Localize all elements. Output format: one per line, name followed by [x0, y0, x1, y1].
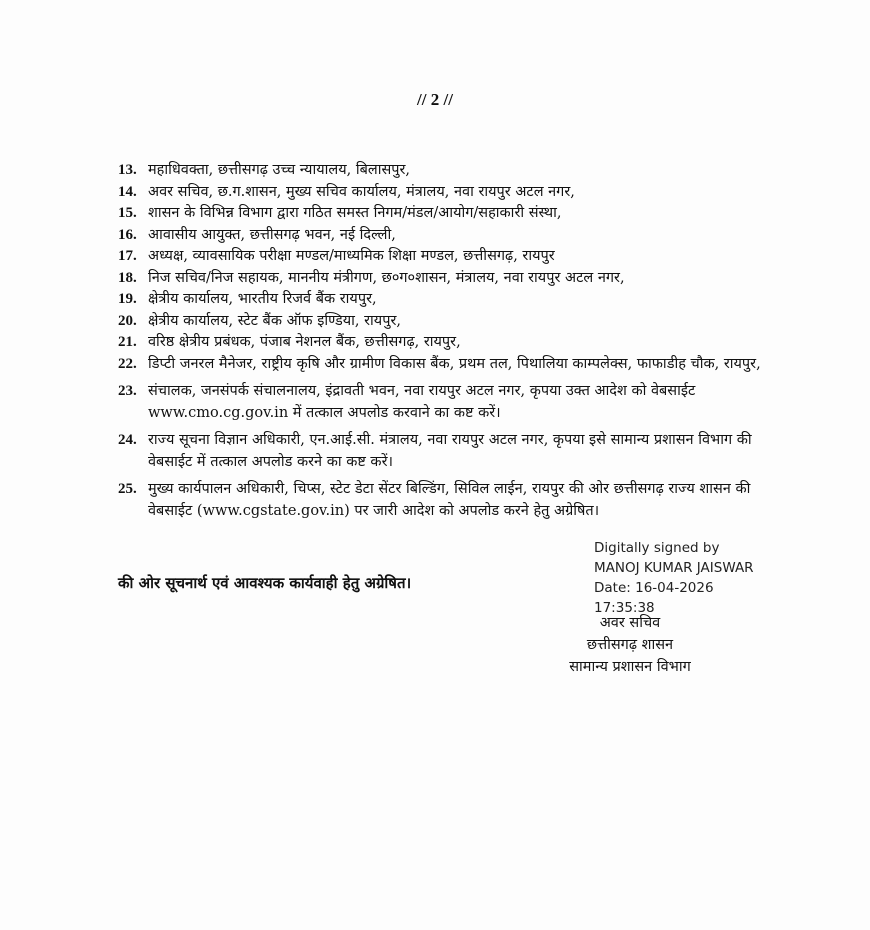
list-item [118, 289, 768, 311]
item-text: आवासीय आयुक्त, छत्तीसगढ़ भवन, नई दिल्ली, [148, 226, 396, 243]
list-item [118, 332, 768, 354]
item-text: वरिष्ठ क्षेत्रीय प्रबंधक, पंजाब नेशनल बैंक, छत्तीसगढ़, रायपुर, [148, 334, 461, 350]
item-number: 13. [118, 162, 137, 178]
item-text: क्षेत्रीय कार्यालय, स्टेट बैंक ऑफ इण्डिया, रायपुर, [148, 312, 401, 329]
signatory-block [530, 612, 730, 678]
item-number: 19. [118, 291, 137, 307]
item-number: 18. [118, 269, 137, 286]
list-item [118, 203, 768, 225]
list-item [118, 268, 768, 290]
item-text: निज सचिव/निज सहायक, माननीय मंत्रीगण, छ०ग०शासन, मंत्रालय, नवा रायपुर अटल नगर, [148, 269, 625, 286]
list-item [118, 311, 768, 333]
signature-time: 17:35:38 [594, 600, 655, 616]
item-text: संचालक, जनसंपर्क संचालनालय, इंद्रावती भवन, नवा रायपुर अटल नगर, कृपया उक्त आदेश को वेबसाईट www.cmo.cg.gov.in में तत्काल अपलोड करवाने का कष्ट करें। [148, 383, 696, 421]
list-item [118, 182, 768, 204]
item-number: 17. [118, 248, 137, 264]
signature-line: Digitally signed by [594, 540, 720, 556]
list-item [118, 246, 768, 268]
item-text: राज्य सूचना विज्ञान अधिकारी, एन.आई.सी. मंत्रालय, नवा रायपुर अटल नगर, कृपया इसे सामान्य प्रशासन विभाग की वेबसाईट में तत्काल अपलोड करने का कष्ट करें। [148, 432, 752, 470]
list-item [118, 354, 768, 376]
signatory-government: छत्तीसगढ़ शासन [586, 637, 674, 653]
distribution-list [118, 160, 768, 522]
item-number: 16. [118, 226, 137, 243]
item-number: 14. [118, 183, 137, 200]
item-number: 23. [118, 383, 137, 399]
item-number: 24. [118, 432, 137, 448]
signatory-designation: अवर सचिव [599, 615, 661, 631]
signature-name: MANOJ KUMAR JAISWAR [594, 560, 754, 576]
list-item [118, 479, 768, 522]
item-text: महाधिवक्ता, छत्तीसगढ़ उच्च न्यायालय, बिलासपुर, [148, 162, 411, 178]
signature-date: Date: 16-04-2026 [594, 580, 714, 596]
item-number: 22. [118, 355, 137, 372]
signatory-department: सामान्य प्रशासन विभाग [569, 659, 691, 675]
item-number: 15. [118, 205, 137, 221]
forward-note: की ओर सूचनार्थ एवं आवश्यक कार्यवाही हेतु अग्रेषित। [118, 574, 412, 592]
list-item [118, 430, 768, 473]
digital-signature [594, 538, 754, 618]
item-number: 25. [118, 481, 137, 497]
item-number: 21. [118, 334, 137, 350]
list-item [118, 160, 768, 182]
item-text: अवर सचिव, छ.ग.शासन, मुख्य सचिव कार्यालय, मंत्रालय, नवा रायपुर अटल नगर, [148, 183, 575, 200]
item-number: 20. [118, 312, 137, 329]
item-text: शासन के विभिन्न विभाग द्वारा गठित समस्त निगम/मंडल/आयोग/सहाकारी संस्था, [148, 205, 562, 221]
item-text: मुख्य कार्यपालन अधिकारी, चिप्स, स्टेट डेटा सेंटर बिल्डिंग, सिविल लाईन, रायपुर की ओर छत्तीसगढ़ राज्य शासन की वेबसाईट (www.cgstate.gov.in) पर जारी आदेश को अपलोड करने हेतु अग्रेषित। [148, 481, 751, 519]
item-text: क्षेत्रीय कार्यालय, भारतीय रिजर्व बैंक रायपुर, [148, 291, 377, 307]
list-item [118, 225, 768, 247]
item-text: अध्यक्ष, व्यावसायिक परीक्षा मण्डल/माध्यमिक शिक्षा मण्डल, छत्तीसगढ़, रायपुर [148, 248, 555, 264]
list-item [118, 381, 768, 424]
item-text: डिप्टी जनरल मैनेजर, राष्ट्रीय कृषि और ग्रामीण विकास बैंक, प्रथम तल, पिथालिया काम्पलेक्स, फाफाडीह चौक, रायपुर, [148, 355, 761, 372]
page-number: // 2 // [417, 90, 453, 109]
